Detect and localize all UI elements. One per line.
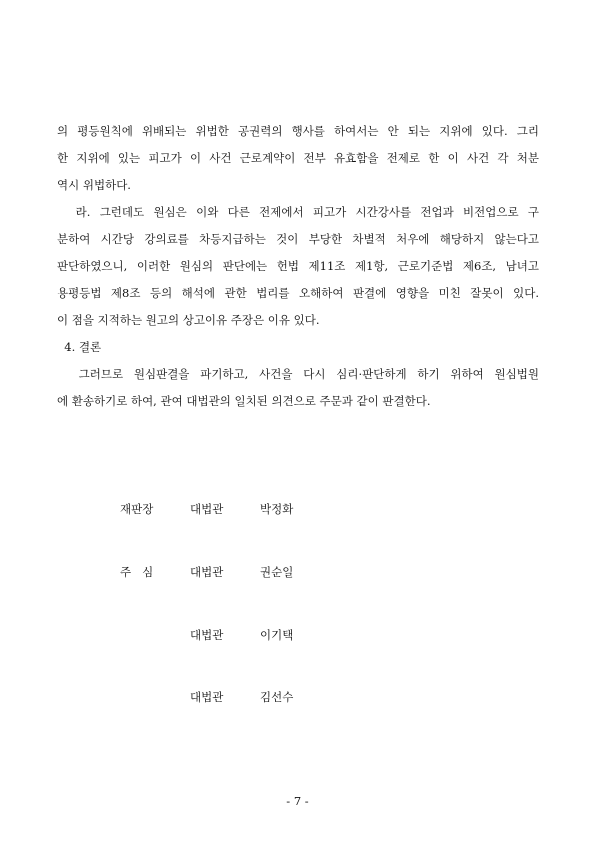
signature-title: 대법관 <box>190 502 224 516</box>
body-line: 그러므로 원심판결을 파기하고, 사건을 다시 심리·판단하게 하기 위하여 원심법원 <box>57 367 539 381</box>
body-line: 분하여 시간당 강의료를 차등지급하는 것이 부당한 차별적 처우에 해당하지 않는다고 <box>57 232 539 246</box>
signature-name: 권순일 <box>260 565 294 579</box>
body-line: 판단하였으니, 이러한 원심의 판단에는 헌법 제11조 제1항, 근로기준법 제6조, 남녀고 <box>57 259 539 273</box>
body-line: 라. 그런데도 원심은 이와 다른 전제에서 피고가 시간강사를 전업과 비전업으로 구 <box>57 205 539 219</box>
signature-role: 재판장 <box>120 502 154 516</box>
signature-title: 대법관 <box>190 690 224 704</box>
body-line: 역시 위법하다. <box>57 178 131 192</box>
signature-name: 이기택 <box>260 628 294 642</box>
body-line: 한 지위에 있는 피고가 이 사건 근로계약이 전부 유효함을 전제로 한 이 사건 각 처분 <box>57 151 539 165</box>
page-number: - 7 - <box>286 794 309 808</box>
body-line: 이 점을 지적하는 원고의 상고이유 주장은 이유 있다. <box>57 313 320 327</box>
signature-name: 박정화 <box>260 502 294 516</box>
signature-title: 대법관 <box>190 565 224 579</box>
section-heading: 4. 결론 <box>57 340 102 354</box>
signature-name: 김선수 <box>260 690 294 704</box>
body-line: 의 평등원칙에 위배되는 위법한 공권력의 행사를 하여서는 안 되는 지위에 있다. 그리 <box>57 124 539 138</box>
body-line: 용평등법 제8조 등의 해석에 관한 법리를 오해하여 판결에 영향을 미친 잘못이 있다. <box>57 286 539 300</box>
signature-title: 대법관 <box>190 628 224 642</box>
body-line: 에 환송하기로 하여, 관여 대법관의 일치된 의견으로 주문과 같이 판결한다. <box>57 394 431 408</box>
signature-role: 주 심 <box>120 565 154 579</box>
judgment-body <box>57 118 539 415</box>
